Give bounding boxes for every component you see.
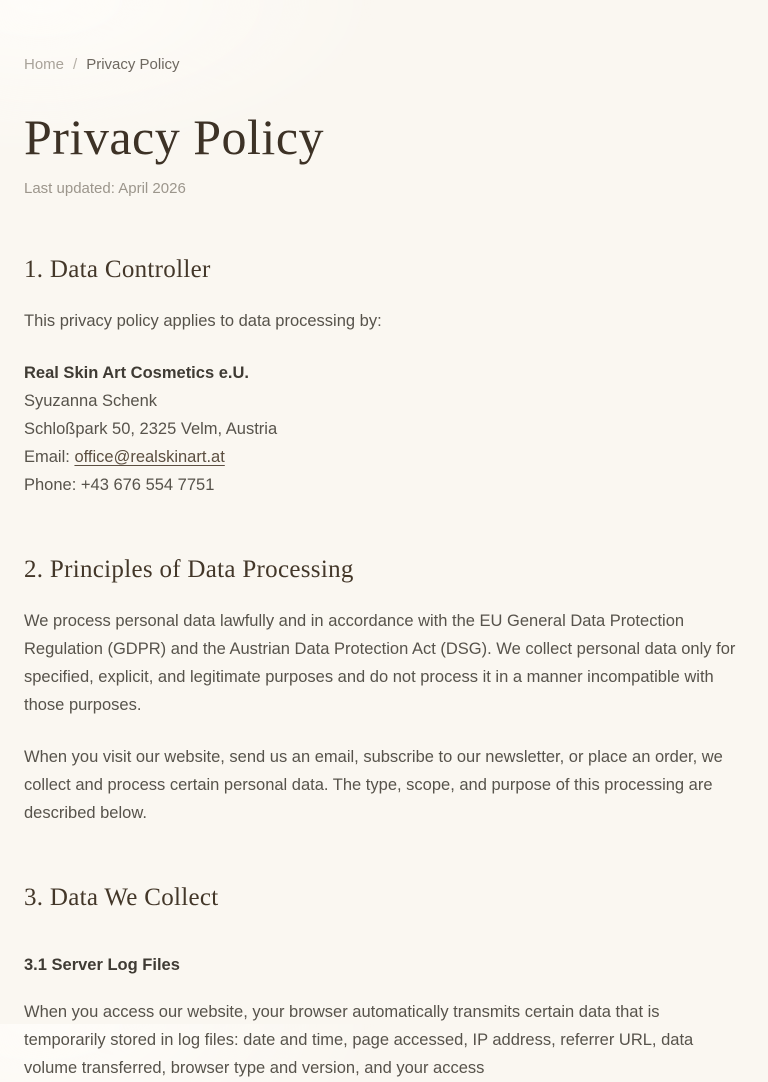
- breadcrumb-separator-icon: /: [73, 56, 78, 73]
- section-heading-data-controller: 1. Data Controller: [24, 256, 211, 283]
- contact-phone: Phone: +43 676 554 7751: [24, 476, 215, 494]
- section-heading-principles: 2. Principles of Data Processing: [24, 556, 354, 583]
- breadcrumb-home-link[interactable]: Home: [24, 56, 65, 73]
- contact-email-line: [24, 443, 744, 471]
- breadcrumb-current: Privacy Policy: [86, 56, 180, 73]
- section-principles: [24, 555, 744, 827]
- contact-company: Real Skin Art Cosmetics e.U.: [24, 364, 249, 382]
- section-heading-data-we-collect: 3. Data We Collect: [24, 884, 219, 911]
- contact-email-label: Email:: [24, 448, 75, 466]
- subsection-heading-server-log-files: 3.1 Server Log Files: [24, 956, 180, 974]
- contact-address: Schloßpark 50, 2325 Velm, Austria: [24, 420, 278, 438]
- page-title: Privacy Policy: [24, 109, 325, 165]
- contact-block: [24, 359, 744, 499]
- paragraph-principles-1: We process personal data lawfully and in accordance with the EU General Data Protection Regulation (GDPR) and the Austrian Data Protection Act (DSG). We collect personal data only for specified, explicit, and legitimate purposes and do not process it in a manner incompatible with those purposes.: [24, 612, 736, 714]
- email-link[interactable]: office@realskinart.at: [74, 448, 225, 466]
- section-data-we-collect: [24, 883, 744, 1082]
- section-data-controller: [24, 255, 744, 499]
- paragraph-data-controller-intro: This privacy policy applies to data processing by:: [24, 312, 382, 330]
- paragraph-server-log-files: When you access our website, your browser automatically transmits certain data that is temporarily stored in log files: date and time, page accessed, IP address, referrer URL, data volume transferred, browser type and version, and your access: [24, 1003, 694, 1077]
- paragraph-principles-2: When you visit our website, send us an email, subscribe to our newsletter, or place an order, we collect and process certain personal data. The type, scope, and purpose of this processing are described below.: [24, 748, 723, 822]
- last-updated: Last updated: April 2026: [24, 180, 186, 197]
- breadcrumb: [24, 57, 744, 73]
- contact-name: Syuzanna Schenk: [24, 392, 158, 410]
